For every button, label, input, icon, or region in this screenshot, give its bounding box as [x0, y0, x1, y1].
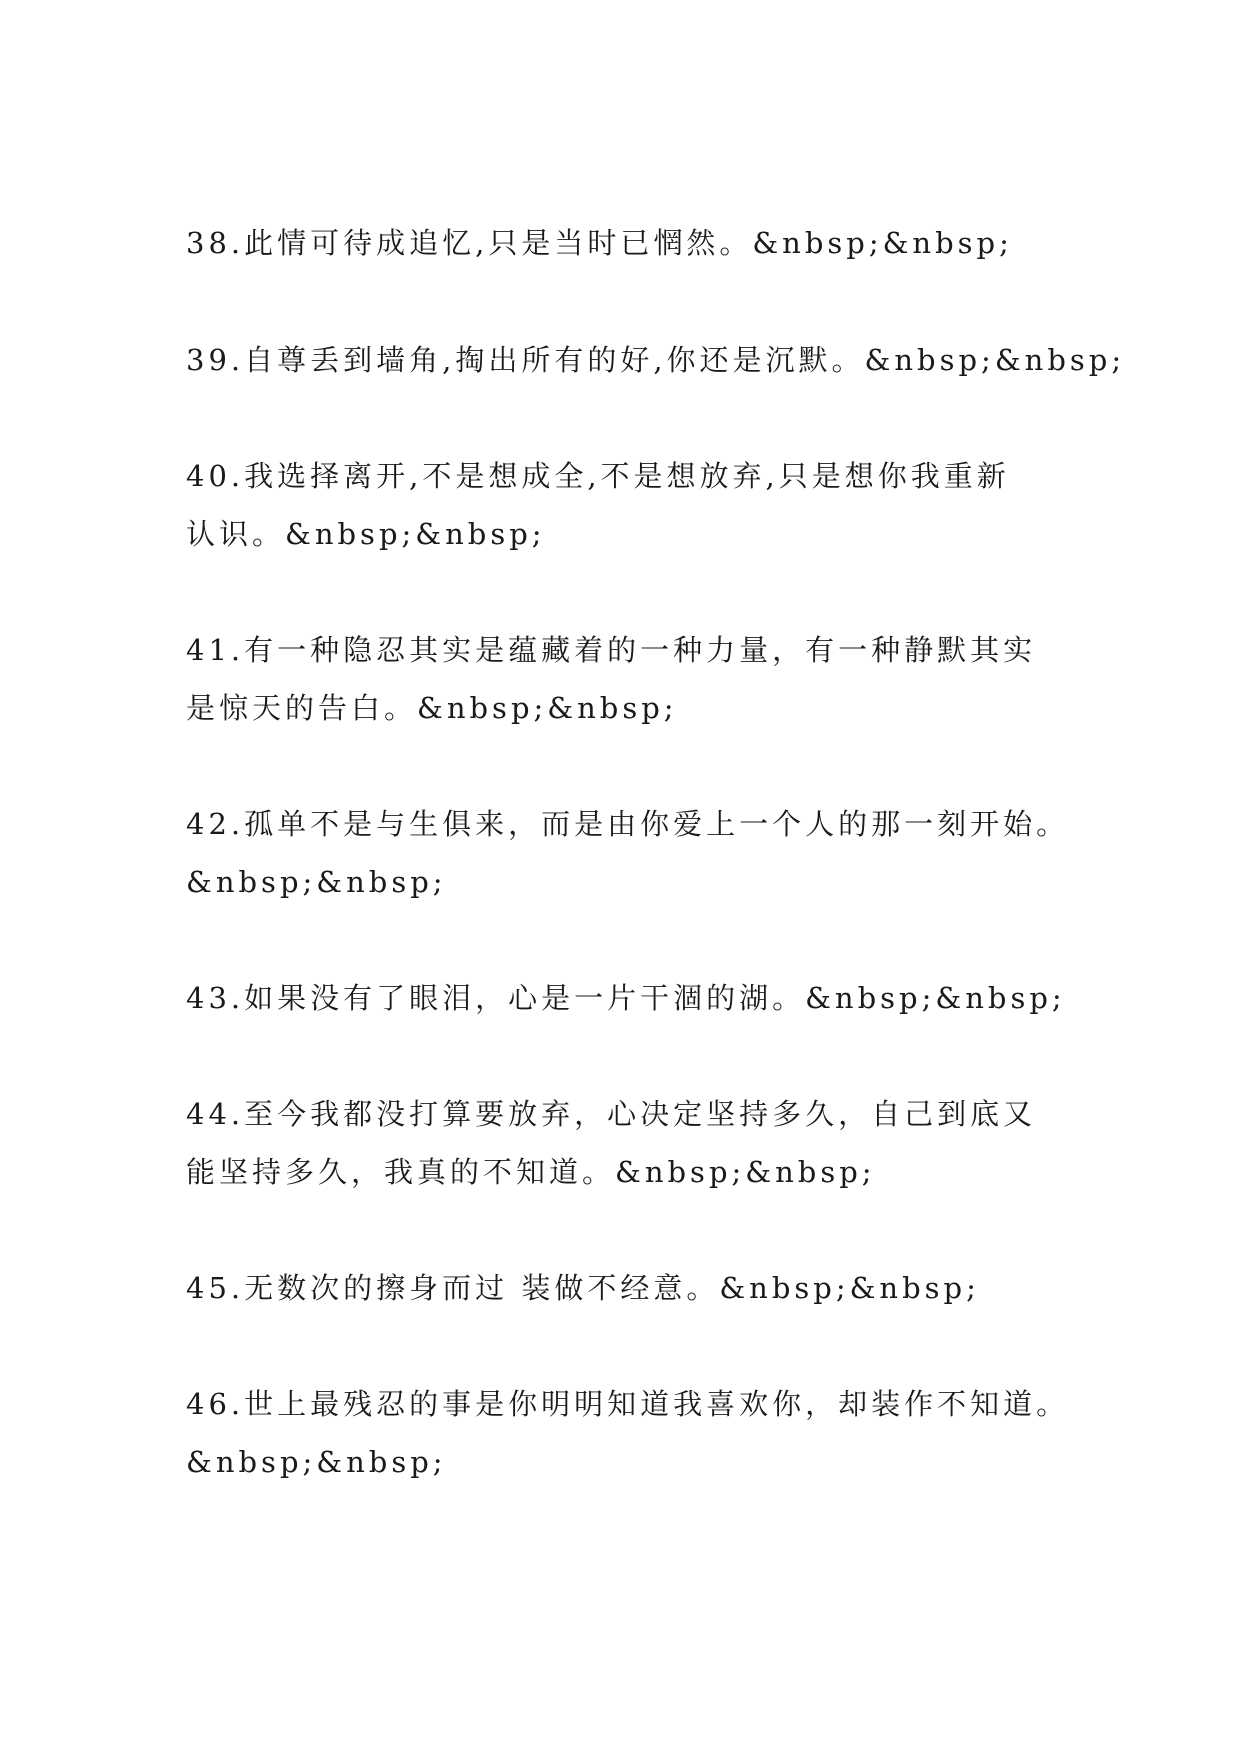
entry-line: 39.自尊丢到墙角,掏出所有的好,你还是沉默。&nbsp;&nbsp;: [186, 343, 1126, 377]
entry-line: 43.如果没有了眼泪，心是一片干涸的湖。&nbsp;&nbsp;: [186, 981, 1066, 1015]
entry-line: 41.有一种隐忍其实是蕴藏着的一种力量，有一种静默其实: [186, 633, 1037, 667]
entry-line: 是惊天的告白。&nbsp;&nbsp;: [186, 691, 678, 725]
entry-line: &nbsp;&nbsp;: [186, 865, 447, 899]
entry-line: 44.至今我都没打算要放弃，心决定坚持多久，自己到底又: [186, 1097, 1037, 1131]
entry-line: 38.此情可待成追忆,只是当时已惘然。&nbsp;&nbsp;: [186, 226, 1013, 260]
entry-line: &nbsp;&nbsp;: [186, 1445, 447, 1479]
entry-line: 能坚持多久，我真的不知道。&nbsp;&nbsp;: [186, 1155, 876, 1189]
entry-line: 认识。&nbsp;&nbsp;: [186, 517, 546, 551]
entry-line: 45.无数次的擦身而过 装做不经意。&nbsp;&nbsp;: [186, 1271, 980, 1305]
entry-line: 42.孤单不是与生俱来，而是由你爱上一个人的那一刻开始。: [186, 807, 1070, 841]
entry-line: 46.世上最残忍的事是你明明知道我喜欢你，却装作不知道。: [186, 1387, 1070, 1421]
entry-line: 40.我选择离开,不是想成全,不是想放弃,只是想你我重新: [186, 459, 1010, 493]
